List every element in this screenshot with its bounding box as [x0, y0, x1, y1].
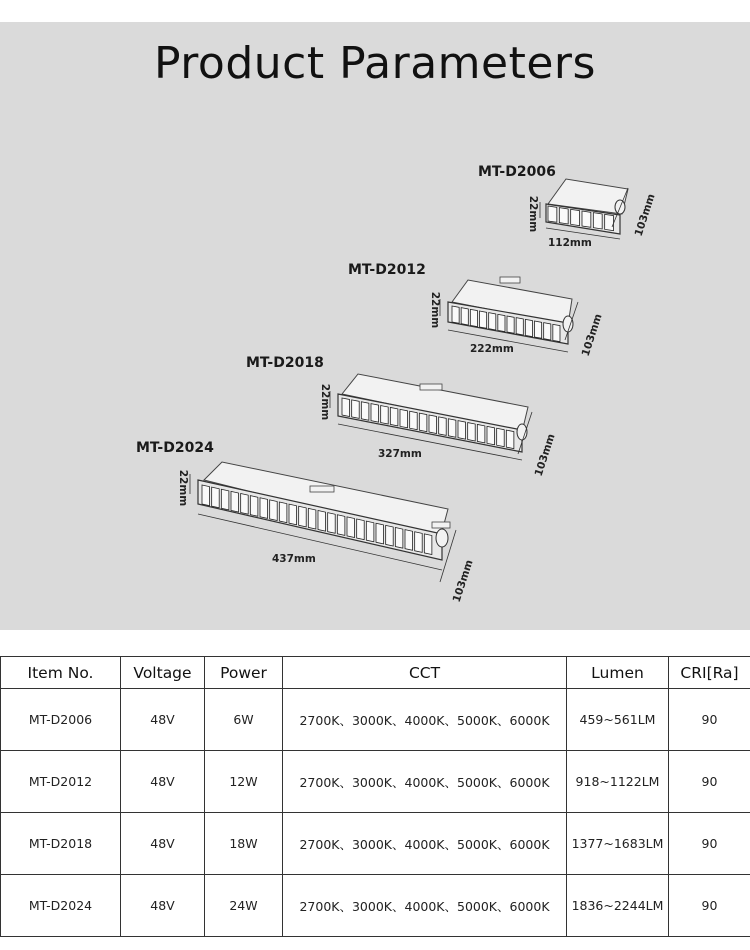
- led-lens-segment: [582, 211, 591, 227]
- length-dim-d2024: 437mm: [272, 553, 316, 565]
- cell-item-no: MT-D2018: [1, 813, 121, 875]
- cell-lumen: 1377~1683LM: [567, 813, 669, 875]
- led-lens-segment: [468, 423, 476, 441]
- cell-voltage: 48V: [121, 875, 205, 937]
- led-lens-segment: [366, 521, 374, 542]
- table-row: [1, 751, 750, 813]
- led-lens-segment: [593, 213, 602, 229]
- cell-voltage: 48V: [121, 751, 205, 813]
- led-lens-segment: [357, 519, 365, 540]
- length-dim-d2018: 327mm: [378, 448, 422, 460]
- cell-cct: 2700K、3000K、4000K、5000K、6000K: [283, 689, 567, 751]
- led-lens-segment: [342, 398, 350, 416]
- header-power: Power: [205, 657, 283, 689]
- led-lens-segment: [400, 409, 408, 427]
- cell-power: 12W: [205, 751, 283, 813]
- table-row: [1, 689, 750, 751]
- led-lens-segment: [318, 511, 326, 532]
- header-cri: CRI[Ra]: [669, 657, 750, 689]
- model-label-d2006: MT-D2006: [478, 164, 556, 180]
- header-item-no: Item No.: [1, 657, 121, 689]
- cell-cct: 2700K、3000K、4000K、5000K、6000K: [283, 751, 567, 813]
- led-lens-segment: [328, 513, 336, 534]
- cell-cct: 2700K、3000K、4000K、5000K、6000K: [283, 813, 567, 875]
- parameters-table: [0, 656, 750, 937]
- cell-voltage: 48V: [121, 813, 205, 875]
- cell-lumen: 1836~2244LM: [567, 875, 669, 937]
- led-lens-segment: [461, 308, 468, 325]
- led-lens-segment: [386, 525, 394, 546]
- cell-item-no: MT-D2012: [1, 751, 121, 813]
- led-lens-segment: [535, 321, 542, 338]
- cell-lumen: 918~1122LM: [567, 751, 669, 813]
- length-dim-d2006: 112mm: [548, 237, 592, 249]
- led-lens-segment: [371, 404, 379, 422]
- depth-dim-d2024: 103mm: [450, 558, 476, 604]
- led-lens-segment: [497, 428, 505, 446]
- cell-lumen: 459~561LM: [567, 689, 669, 751]
- led-lens-segment: [395, 528, 403, 549]
- length-dim-d2012: 222mm: [470, 343, 514, 355]
- cell-voltage: 48V: [121, 689, 205, 751]
- light-fixture-d2018: [338, 374, 528, 452]
- led-lens-segment: [299, 506, 307, 527]
- led-lens-segment: [516, 318, 523, 335]
- product-drawing-d2018: [246, 355, 558, 478]
- led-lens-segment: [498, 314, 505, 331]
- led-lens-segment: [390, 407, 398, 425]
- led-lens-segment: [361, 402, 369, 420]
- led-lens-segment: [487, 426, 495, 444]
- height-dim-d2006: 22mm: [527, 195, 539, 233]
- led-lens-segment: [410, 411, 418, 429]
- height-dim-d2018: 22mm: [319, 383, 331, 421]
- led-lens-segment: [489, 313, 496, 330]
- cell-power: 6W: [205, 689, 283, 751]
- led-lens-segment: [337, 515, 345, 536]
- depth-dim-d2018: 103mm: [532, 432, 558, 478]
- page-title: Product Parameters: [154, 38, 596, 89]
- led-lens-segment: [507, 316, 514, 333]
- led-lens-segment: [439, 417, 447, 435]
- led-lens-segment: [480, 311, 487, 328]
- cell-power: 18W: [205, 813, 283, 875]
- cell-power: 24W: [205, 875, 283, 937]
- height-dim-d2012: 22mm: [429, 291, 441, 329]
- led-lens-segment: [559, 208, 568, 224]
- header-lumen: Lumen: [567, 657, 669, 689]
- header-cct: CCT: [283, 657, 567, 689]
- model-label-d2018: MT-D2018: [246, 355, 324, 371]
- table-row: [1, 813, 750, 875]
- led-lens-segment: [470, 309, 477, 326]
- led-lens-segment: [477, 424, 485, 442]
- led-lens-segment: [347, 517, 355, 538]
- light-fixture-d2006: [546, 179, 628, 234]
- cell-cri: 90: [669, 751, 750, 813]
- led-lens-segment: [415, 532, 423, 553]
- header-voltage: Voltage: [121, 657, 205, 689]
- led-lens-segment: [202, 485, 210, 506]
- led-lens-segment: [250, 496, 258, 517]
- cell-cri: 90: [669, 689, 750, 751]
- led-lens-segment: [419, 413, 427, 431]
- cell-item-no: MT-D2006: [1, 689, 121, 751]
- led-lens-segment: [352, 400, 360, 418]
- product-drawings: [0, 22, 750, 630]
- led-lens-segment: [212, 487, 220, 508]
- cell-cri: 90: [669, 875, 750, 937]
- led-lens-segment: [376, 523, 384, 544]
- led-lens-segment: [553, 324, 560, 341]
- cell-item-no: MT-D2024: [1, 875, 121, 937]
- product-drawing-d2024: [136, 440, 476, 604]
- model-label-d2012: MT-D2012: [348, 262, 426, 278]
- led-lens-segment: [506, 430, 514, 448]
- height-dim-d2024: 22mm: [177, 469, 189, 507]
- table-header-row: [1, 657, 750, 689]
- led-lens-segment: [424, 534, 432, 555]
- led-lens-segment: [452, 306, 459, 323]
- cell-cct: 2700K、3000K、4000K、5000K、6000K: [283, 875, 567, 937]
- light-fixture-d2012: [448, 277, 573, 344]
- led-lens-segment: [221, 489, 229, 510]
- led-lens-segment: [605, 214, 614, 230]
- led-lens-segment: [289, 504, 297, 525]
- led-lens-segment: [458, 421, 466, 439]
- led-lens-segment: [571, 209, 580, 225]
- led-lens-segment: [270, 500, 278, 521]
- led-lens-segment: [260, 498, 268, 519]
- product-illustration-panel: [0, 22, 750, 630]
- product-drawing-d2012: [348, 262, 605, 358]
- led-lens-segment: [241, 494, 249, 515]
- led-lens-segment: [279, 502, 287, 523]
- model-label-d2024: MT-D2024: [136, 440, 214, 456]
- led-lens-segment: [405, 530, 413, 551]
- product-drawing-d2006: [478, 164, 658, 249]
- cell-cri: 90: [669, 813, 750, 875]
- depth-dim-d2006: 103mm: [632, 192, 658, 238]
- led-lens-segment: [544, 323, 551, 340]
- depth-dim-d2012: 103mm: [579, 312, 605, 358]
- led-lens-segment: [448, 419, 456, 437]
- led-lens-segment: [308, 508, 316, 529]
- led-lens-segment: [231, 491, 239, 512]
- led-lens-segment: [381, 406, 389, 424]
- table-row: [1, 875, 750, 937]
- led-lens-segment: [429, 415, 437, 433]
- led-lens-segment: [525, 319, 532, 336]
- led-lens-segment: [548, 206, 557, 222]
- light-fixture-d2024: [198, 462, 450, 560]
